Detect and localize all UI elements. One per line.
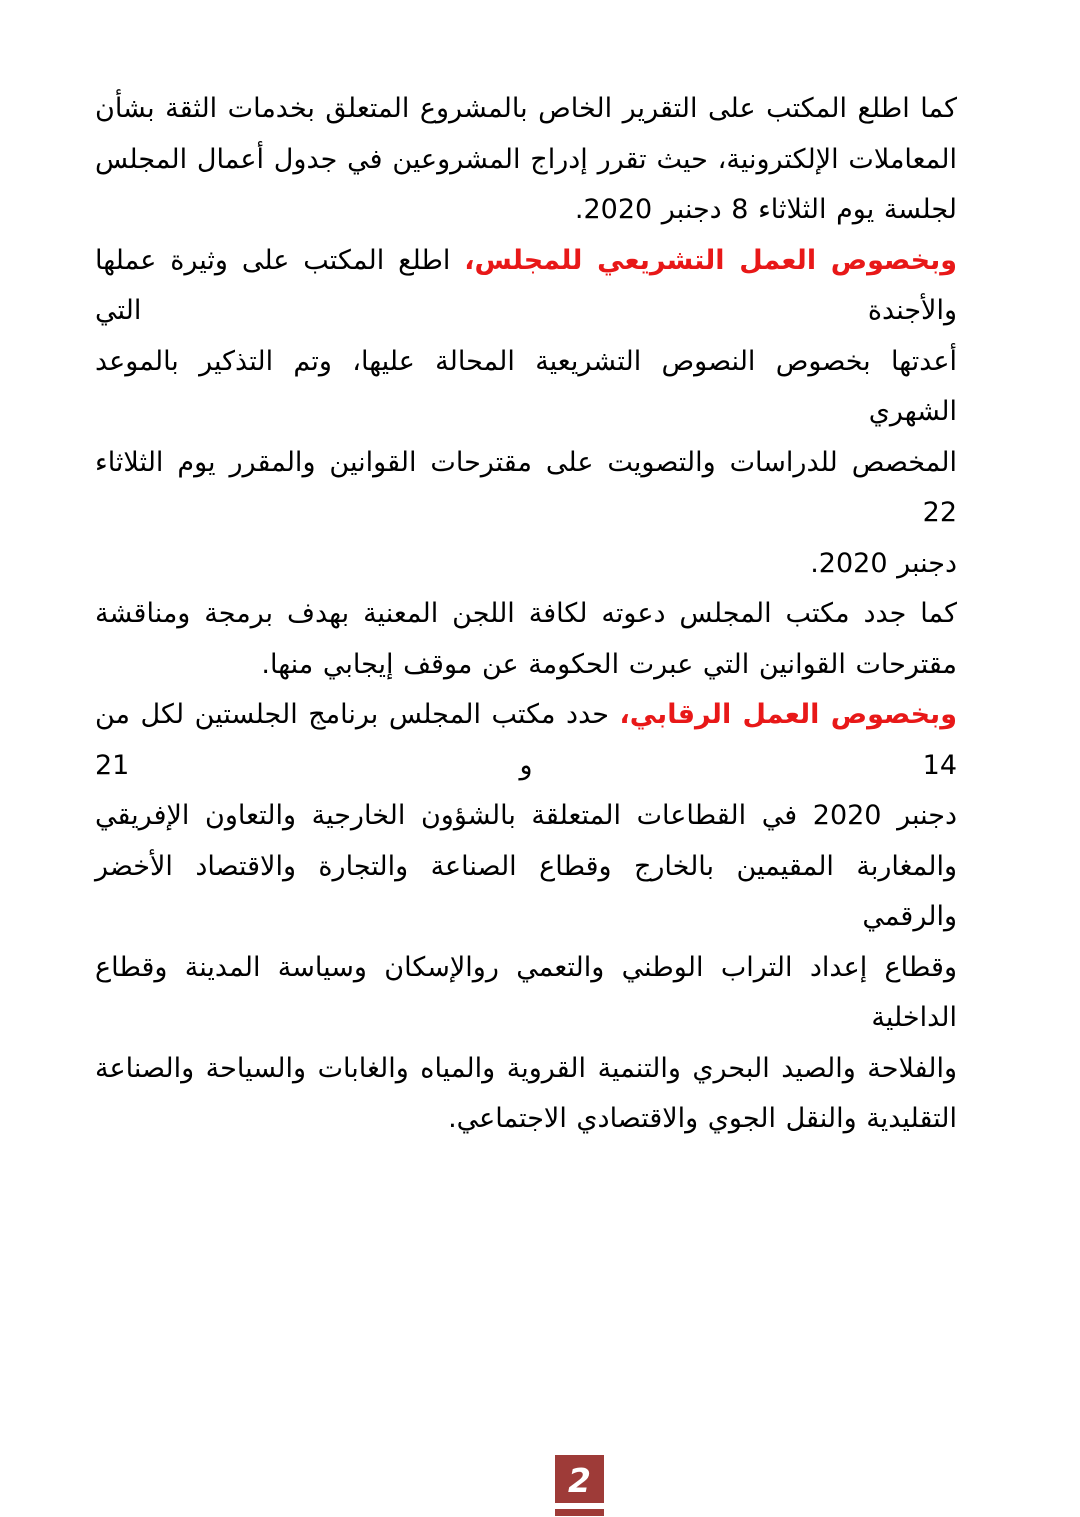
body-text-segment: التقليدية والنقل الجوي والاقتصادي الاجتماعي. — [448, 1103, 957, 1134]
text-line — [95, 135, 957, 186]
body-text-segment: المخصص للدراسات والتصويت على مقترحات القوانين والمقرر يوم الثلاثاء 22 — [95, 446, 957, 528]
body-text-segment: لجلسة يوم الثلاثاء 8 دجنبر 2020. — [574, 194, 957, 225]
paragraph — [95, 84, 957, 236]
body-text-segment: مقترحات القوانين التي عبرت الحكومة عن موقف إيجابي منها. — [261, 648, 957, 680]
body-text-segment: حدد مكتب المجلس برنامج الجلستين لكل من 14 و 21 — [95, 699, 957, 781]
document-body-text — [95, 84, 957, 1145]
inline-heading-red: وبخصوص العمل التشريعي للمجلس، — [464, 244, 958, 276]
body-text-segment: وقطاع إعداد التراب الوطني والتعمي روالإسكان وسياسة المدينة وقطاع الداخلية — [95, 951, 957, 1033]
footer-page-number-box — [555, 1455, 604, 1503]
text-line — [95, 589, 957, 640]
text-line — [95, 236, 957, 337]
text-line — [95, 539, 957, 590]
paragraph — [95, 589, 957, 690]
paragraph — [95, 236, 957, 590]
text-line — [95, 640, 957, 691]
footer-decorative-bar — [555, 1509, 604, 1516]
text-line — [95, 842, 957, 943]
body-text-segment: أعدتها بخصوص النصوص التشريعية المحالة عليها، وتم التذكير بالموعد الشهري — [95, 345, 957, 427]
paragraph — [95, 690, 957, 1145]
text-line — [95, 791, 957, 842]
text-line — [95, 84, 957, 135]
text-line — [95, 337, 957, 438]
body-text-segment: والمغاربة المقيمين بالخارج وقطاع الصناعة والتجارة والاقتصاد الأخضر والرقمي — [95, 850, 957, 932]
body-text-segment: والفلاحة والصيد البحري والتنمية القروية والمياه والغابات والسياحة والصناعة — [95, 1052, 957, 1084]
inline-heading-red: وبخصوص العمل الرقابي، — [619, 699, 957, 730]
text-line — [95, 690, 957, 791]
body-text-segment: دجنبر 2020 في القطاعات المتعلقة بالشؤون الخارجية والتعاون الإفريقي — [95, 800, 957, 831]
body-text-segment: كما جدد مكتب المجلس دعوته لكافة اللجن المعنية بهدف برمجة ومناقشة — [95, 598, 957, 629]
body-text-segment: كما اطلع المكتب على التقرير الخاص بالمشروع المتعلق بخدمات الثقة بشأن — [95, 93, 957, 124]
body-text-segment: دجنبر 2020. — [810, 547, 957, 579]
text-line — [95, 943, 957, 1044]
text-line — [95, 1044, 957, 1095]
text-line — [95, 185, 957, 236]
footer-page-number: 2 — [568, 1460, 591, 1500]
text-line — [95, 1094, 957, 1145]
body-text-segment: اطلع المكتب على وثيرة عملها والأجندة التي — [95, 244, 957, 326]
text-line — [95, 438, 957, 539]
body-text-segment: المعاملات الإلكترونية، حيث تقرر إدراج المشروعين في جدول أعمال المجلس — [95, 143, 957, 175]
